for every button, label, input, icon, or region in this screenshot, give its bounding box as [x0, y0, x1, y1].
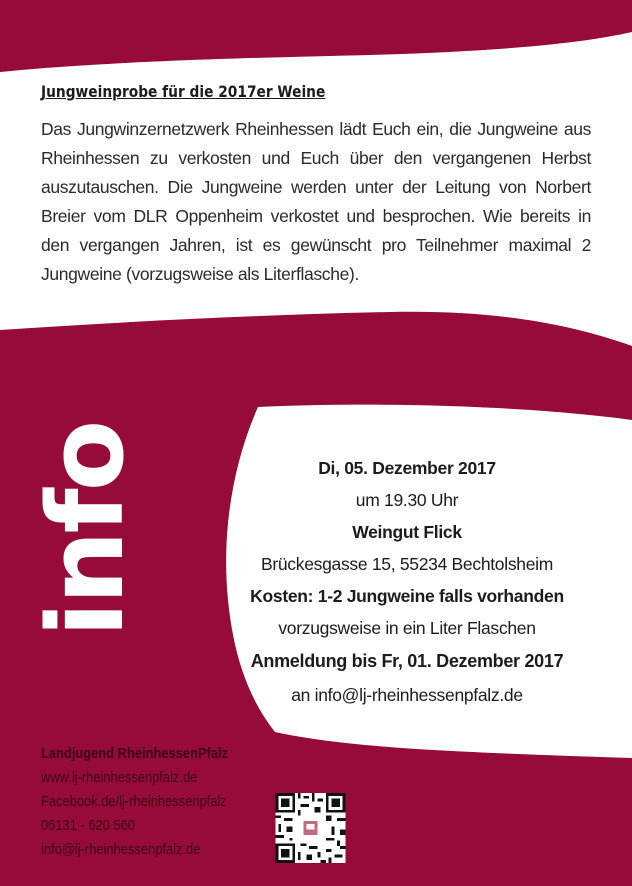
intro-section	[41, 82, 591, 289]
qr-code-icon	[273, 793, 348, 863]
info-logo: info	[25, 422, 147, 638]
event-registration-contact[interactable]: an info@lj-rheinhessenpfalz.de	[291, 685, 523, 705]
footer-website[interactable]: www.lj-rheinhessenpfalz.de	[41, 769, 198, 786]
intro-title: Jungweinprobe für die 2017er Weine	[41, 82, 326, 101]
footer-email[interactable]: info@lj-rheinhessenpfalz.de	[41, 841, 201, 858]
footer-contact	[41, 742, 259, 862]
event-registration: Anmeldung bis Fr, 01. Dezember 2017	[250, 651, 564, 671]
event-details	[242, 452, 572, 711]
event-date: Di, 05. Dezember 2017	[318, 458, 496, 478]
event-venue: Weingut Flick	[352, 522, 462, 542]
footer-org: Landjugend RheinhessenPfalz	[41, 745, 229, 762]
intro-body: Das Jungwinzernetzwerk Rheinhessen lädt Euch ein, die Jungweine aus Rheinhessen zu verkosten und Euch über den vergangenen Herbst auszutauschen. Die Jungweine werden unter der Leitung von Norbert Breier vom DLR Oppenheim verkostet und besprochen. Wie bereits in den vergangen Jahren, ist es gewünscht pro Teilnehmer maximal 2 Jungweine (vorzugsweise als Literflasche).	[41, 119, 591, 284]
event-address: Brückesgasse 15, 55234 Bechtolsheim	[260, 554, 554, 574]
footer-facebook[interactable]: Facebook.de/lj-rheinhessenpfalz	[41, 793, 227, 810]
event-costs: Kosten: 1-2 Jungweine falls vorhanden	[250, 586, 564, 606]
event-time: um 19.30 Uhr	[355, 490, 459, 510]
event-costs-note: vorzugsweise in ein Liter Flaschen	[278, 618, 536, 638]
footer-phone: 06131 - 620 560	[41, 817, 135, 834]
